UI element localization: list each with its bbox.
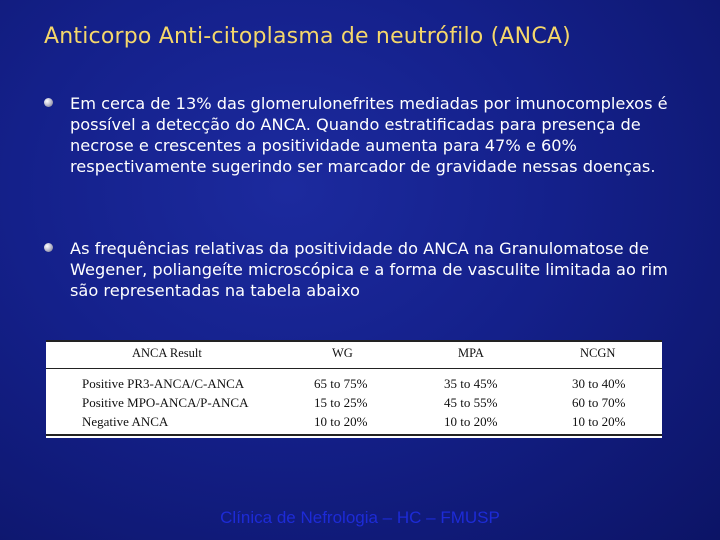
table-cell: 45 to 55% xyxy=(444,395,498,410)
slide-title: Anticorpo Anti-citoplasma de neutrófilo (ANCA) xyxy=(44,24,571,49)
table-cell: 60 to 70% xyxy=(572,395,626,410)
bullet-icon xyxy=(44,98,53,107)
table-cell: Negative ANCA xyxy=(82,414,169,429)
table-row xyxy=(46,395,662,410)
table-cell: 10 to 20% xyxy=(444,414,498,429)
table-cell: 10 to 20% xyxy=(314,414,368,429)
bullet-text: As frequências relativas da positividade do ANCA na Granulomatose de Wegener, poliangeíte microscópica e a forma de vasculite limitada ao rim são representadas na tabela abaixo xyxy=(70,239,668,300)
table-header-cell: ANCA Result xyxy=(132,346,202,360)
table-cell: 10 to 20% xyxy=(572,414,626,429)
table-cell: 15 to 25% xyxy=(314,395,368,410)
table-cell: 30 to 40% xyxy=(572,376,626,391)
table-cell: 65 to 75% xyxy=(314,376,368,391)
table-cell: 35 to 45% xyxy=(444,376,498,391)
bullet-text: Em cerca de 13% das glomerulonefrites mediadas por imunocomplexos é possível a detecção do ANCA. Quando estratificadas para presença de necrose e crescentes a positividade aumenta para 47% e 60% respectivamente sugerindo ser marcador de gravidade nessas doenças. xyxy=(70,94,668,176)
table-cell: Positive MPO-ANCA/P-ANCA xyxy=(82,395,249,410)
bullet-item xyxy=(44,238,684,301)
table-header-cell: WG xyxy=(332,346,353,360)
table-rule-top xyxy=(46,340,662,342)
table-rule-header xyxy=(46,368,662,369)
bullet-item xyxy=(44,93,684,177)
table-cell: Positive PR3-ANCA/C-ANCA xyxy=(82,376,245,391)
table-row xyxy=(46,414,662,429)
anca-table xyxy=(46,340,662,438)
table-row xyxy=(46,376,662,391)
table-rule-bottom xyxy=(46,434,662,436)
bullet-icon xyxy=(44,243,53,252)
table-header-cell: NCGN xyxy=(580,346,616,360)
footer-credit: Clínica de Nefrologia – HC – FMUSP xyxy=(220,508,500,527)
table-header-cell: MPA xyxy=(458,346,484,360)
